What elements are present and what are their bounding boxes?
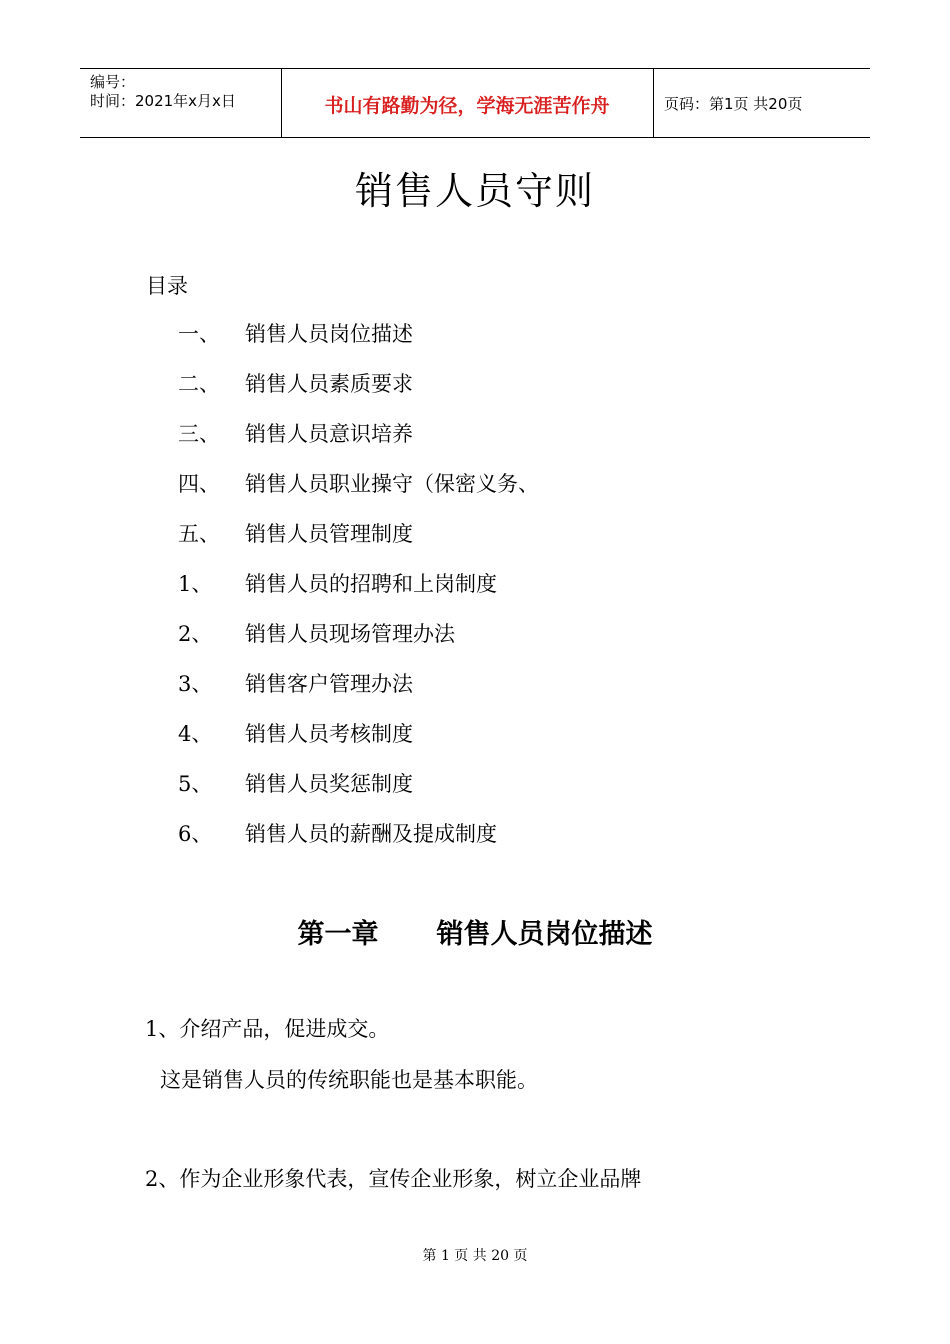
toc-item-number: 4、: [178, 722, 213, 746]
toc-item-number: 3、: [178, 672, 213, 696]
toc-item: [178, 318, 539, 368]
body-paragraph: 2、作为企业形象代表，宣传企业形象，树立企业品牌: [145, 1167, 642, 1191]
toc-item: [178, 518, 539, 568]
header-motto-cell: [281, 69, 654, 137]
toc-item: [178, 768, 539, 818]
toc-item-number: 四、: [178, 472, 220, 496]
document-number-label: 编号：: [90, 73, 136, 91]
chapter-title: 销售人员岗位描述: [436, 919, 653, 950]
toc-item-text: 销售人员现场管理办法: [245, 622, 455, 646]
page-header: [80, 68, 870, 138]
toc-item-number: 6、: [178, 822, 213, 846]
toc-item-number: 二、: [178, 372, 220, 396]
toc-item: [178, 618, 539, 668]
toc-item-text: 销售人员的薪酬及提成制度: [245, 822, 497, 846]
toc-item-text: 销售人员岗位描述: [245, 322, 413, 346]
toc-item-text: 销售人员考核制度: [245, 722, 413, 746]
toc-item-text: 销售人员管理制度: [245, 522, 413, 546]
toc-item-text: 销售人员的招聘和上岗制度: [245, 572, 497, 596]
header-page-cell: [654, 69, 870, 137]
header-motto: 书山有路勤为径，学海无涯苦作舟: [324, 95, 610, 117]
toc-item-text: 销售人员奖惩制度: [245, 772, 413, 796]
chapter-heading: [0, 912, 950, 951]
toc-item-text: 销售人员职业操守（保密义务、: [245, 472, 539, 496]
document-title: 销售人员守则: [354, 169, 595, 213]
chapter-label: 第一章: [297, 919, 379, 950]
toc-item: [178, 668, 539, 718]
toc-item-number: 五、: [178, 522, 220, 546]
toc-item: [178, 368, 539, 418]
toc-item-number: 2、: [178, 622, 213, 646]
toc-heading: 目录: [146, 274, 188, 298]
toc-item: [178, 468, 539, 518]
toc-item-number: 一、: [178, 322, 220, 346]
toc-item-text: 销售人员意识培养: [245, 422, 413, 446]
toc-item: [178, 418, 539, 468]
header-meta-cell: [80, 69, 282, 137]
body-paragraph: 这是销售人员的传统职能也是基本职能。: [160, 1068, 538, 1092]
document-date: 时间：2021年x月x日: [90, 92, 236, 110]
toc-item-text: 销售人员素质要求: [245, 372, 413, 396]
toc-item: [178, 818, 539, 868]
toc-item-number: 5、: [178, 772, 213, 796]
toc-item: [178, 568, 539, 618]
toc-item-number: 三、: [178, 422, 220, 446]
toc-item-number: 1、: [178, 572, 213, 596]
toc-item-text: 销售客户管理办法: [245, 672, 413, 696]
toc-item: [178, 718, 539, 768]
page-footer: 第 1 页 共 20 页: [422, 1248, 528, 1264]
header-page-info: 页码：第1页 共20页: [664, 95, 803, 113]
table-of-contents: [178, 318, 539, 868]
body-paragraph: 1、介绍产品，促进成交。: [145, 1017, 390, 1041]
